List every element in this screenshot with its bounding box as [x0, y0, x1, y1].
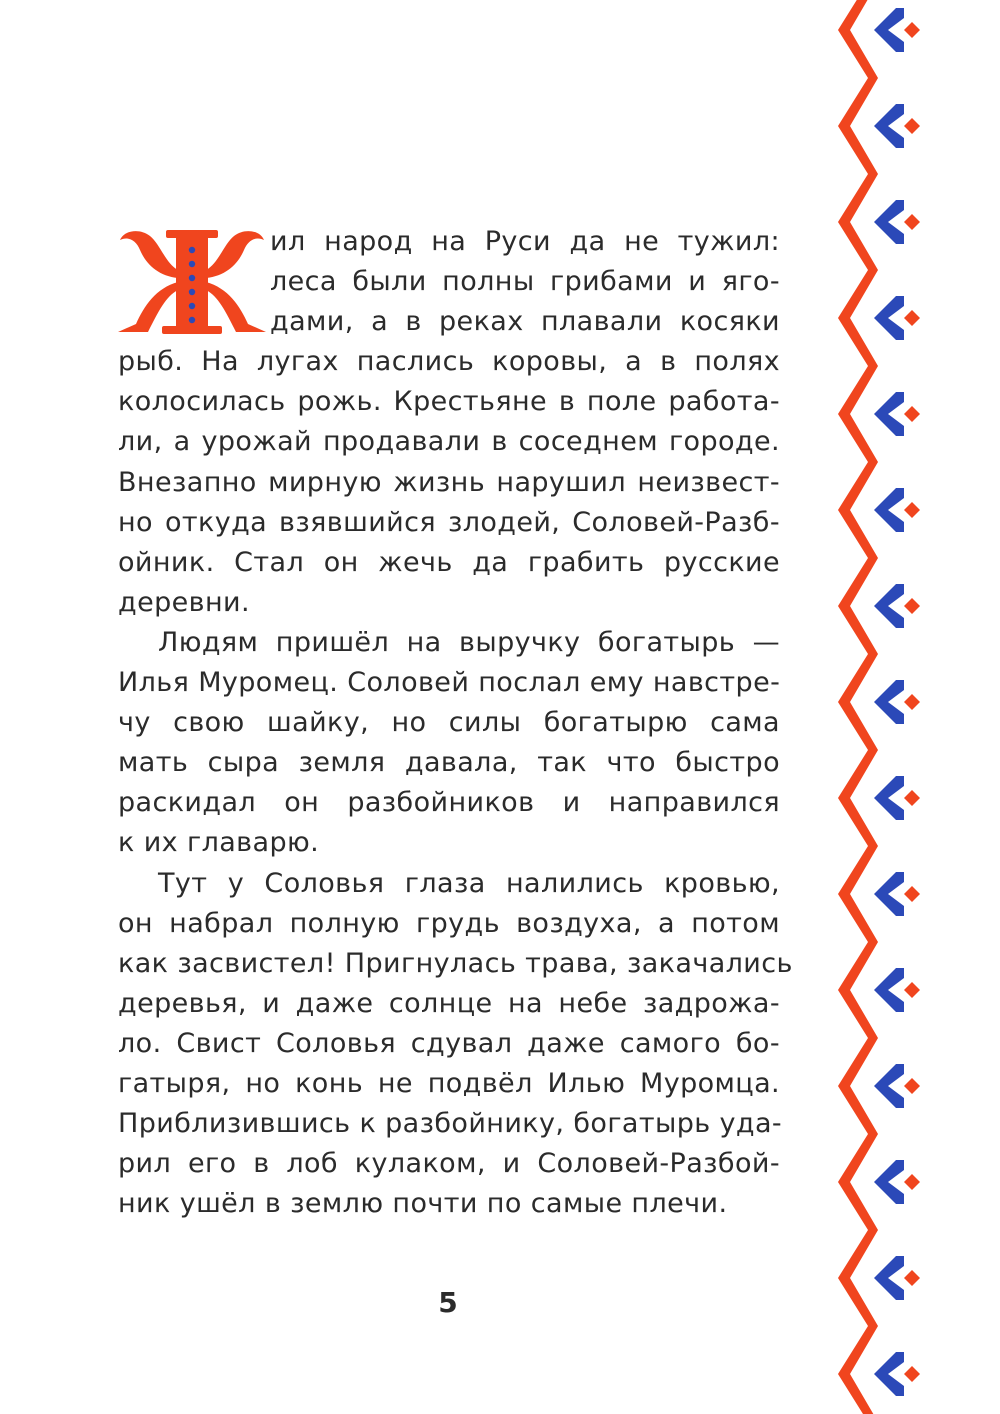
diamond-motif: [904, 1078, 920, 1094]
diamond-motif: [904, 310, 920, 326]
paragraph: [118, 864, 793, 1225]
text-line: дами, а в реках плавали косяки: [270, 306, 780, 338]
text-line: Тут у Соловья глаза налились кровью,: [158, 867, 780, 899]
diamond-motif: [904, 886, 920, 902]
text-line: раскидал он разбойников и направился: [118, 787, 780, 819]
diamond-motif: [904, 502, 920, 518]
diamond-motif: [904, 118, 920, 134]
text-line: ли, а урожай продавали в соседнем городе.: [118, 426, 780, 458]
text-line: ло. Свист Соловья сдувал даже самого бо-: [118, 1027, 780, 1059]
page-number: 5: [438, 1286, 458, 1319]
text-line: как засвистел! Пригнулась трава, закачались: [118, 947, 793, 979]
text-line: ойник. Стал он жечь да грабить русские: [118, 546, 780, 578]
diamond-motif: [904, 694, 920, 710]
text-line: леса были полны грибами и яго-: [270, 266, 780, 298]
text-line: Людям пришёл на выручку богатырь —: [158, 626, 780, 658]
text-line: мать сыра земля давала, так что быстро: [118, 747, 780, 779]
diamond-motif: [904, 214, 920, 230]
paragraph: [118, 222, 780, 623]
diamond-motif: [904, 406, 920, 422]
diamond-motif: [904, 1270, 920, 1286]
text-line: рил его в лоб кулаком, и Соловей-Разбой-: [118, 1148, 780, 1180]
text-line: Приблизившись к разбойнику, богатырь уда-: [118, 1108, 783, 1140]
text-line: к их главарю.: [118, 827, 320, 859]
text-line: колосилась рожь. Крестьяне в поле работа-: [118, 386, 780, 418]
diamond-motif: [904, 1366, 920, 1382]
diamond-motif: [904, 790, 920, 806]
text-line: ник ушёл в землю почти по самые плечи.: [118, 1188, 728, 1220]
folk-ornament-border: [838, 0, 928, 1414]
text-line: чу свою шайку, но силы богатырю сама: [118, 707, 780, 739]
body-text: [118, 222, 793, 1224]
text-line: деревни.: [118, 586, 250, 618]
diamond-motif: [904, 22, 920, 38]
text-line: но откуда взявшийся злодей, Соловей-Разб-: [118, 506, 780, 538]
diamond-motif: [904, 598, 920, 614]
text-line: ил народ на Руси да не тужил:: [270, 226, 780, 257]
text-line: гатыря, но конь не подвёл Илью Муромца.: [118, 1067, 780, 1099]
paragraph: [118, 623, 780, 864]
text-line: Внезапно мирную жизнь нарушил неизвест-: [118, 466, 780, 498]
text-line: деревья, и даже солнце на небе задрожа-: [118, 987, 780, 1019]
diamond-motif: [904, 982, 920, 998]
diamond-motif: [904, 1174, 920, 1190]
text-line: рыб. На лугах паслись коровы, а в полях: [118, 346, 780, 378]
text-line: Илья Муромец. Соловей послал ему навстре-: [118, 667, 781, 699]
text-line: он набрал полную грудь воздуха, а потом: [118, 907, 780, 939]
